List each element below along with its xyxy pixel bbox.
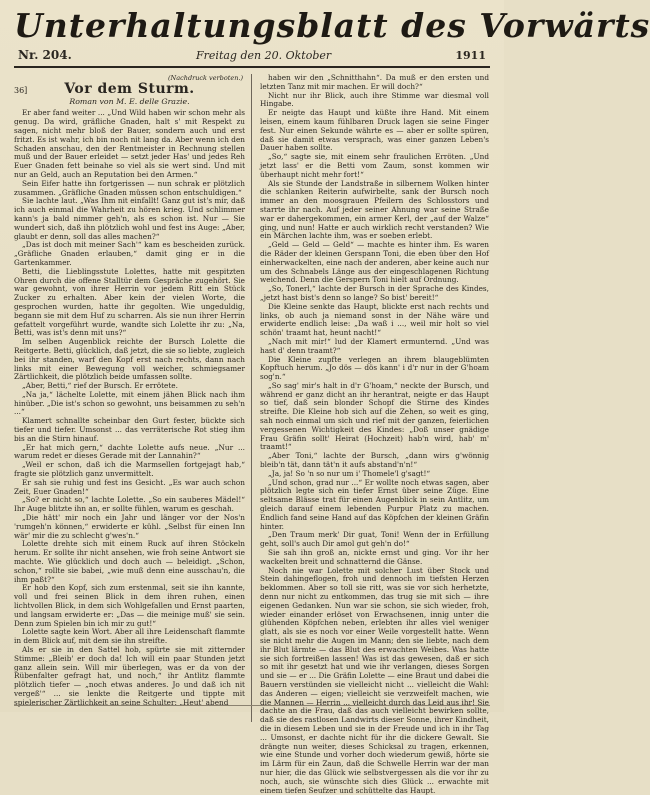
paragraph: „So, Tonerl,“ lachte der Bursch in der Sprache des Kindes, „jetzt hast bist's denn so lange? So bist' bereit!“ bbox=[260, 284, 489, 302]
paragraph: „Die hätt' mir noch ein Jahr und länger vor der Nos'n 'rumgeh'n können,“ erwiderte er kühl. „Selbst für einen Inn wär' mir die zu schlecht g'wes'n.“ bbox=[14, 513, 245, 540]
paragraph: Er aber fand weiter ... „Und Wild haben wir schon mehr als genug. Da wird, gräfliche Gnaden, halt s' mit Respekt zu sagen, nicht mehr bloß der Bauer, sondern auch und erst fritzt. Es ist wahr, ich bin noch nit lang da. Aber wenn ich den Schaden anschau, den der Rentmeister in Rechnung stellen muß und der Bauer erleidet — setzt jeder Has' und jedes Reh Euer Gnaden fett beinahe so viel als sie wert sind. Und mit nur an Geld, auch an Reputation bei den Armen.“ bbox=[14, 108, 245, 179]
paragraph: „Nach mit mir!“ lud der Klamert ermunternd. „Und was hast d' denn traamt?“ bbox=[260, 336, 489, 355]
paragraph: „Und schon, grad nur ...“ Er wollte noch etwas sagen, aber plötzlich legte sich ein tiefer Ernst über seine Züge. Eine seltsame Blässe trat für einen Augenblick in sein Antlitz, um gleich darauf einem lebenden Purpur Platz zu machen. Endlich fand seine Hand auf das Köpfchen der kleinen Gräfin hinter. bbox=[260, 477, 489, 531]
paragraph: Im selben Augenblick reichte der Bursch Lolette die Reitgerte. Betti, glücklich, daß jetzt, die sie so liebte, zugleich bei ihr standen, warf den Kopf erst nach rechts, dann nach links mit einer Bewegung voll weicher, schmiegsamer Zärtlichkeit, die plötzlich beide umfassen sollte. bbox=[14, 337, 245, 382]
issue-year: 1911 bbox=[455, 49, 486, 62]
paragraph: Er hob den Kopf, sich zum erstenmal, seit sie ihn kannte, voll und frei seinen Blick in dem ihren ruhen, einen lichtvollen Blick, in dem sich Wohlgefallen und Ernst paarten, und langsam erwiderte er: „Das — die meinige muß' sie sein. Denn zum Spielen bin ich mir zu gut!“ bbox=[14, 583, 245, 628]
paragraph: Die Kleine senkte das Haupt, blickte erst nach rechts und links, ob auch ja niemand sonst in der Nähe wäre und erwiderte endlich leise: „Da waß i ..., weil mir holt so viel schön' traamt hat, heunt nacht!“ bbox=[260, 301, 489, 338]
paragraph: Sie lachte laut. „Was Ihm nit einfallt! Ganz gut ist's mir, daß ich auch einmal die Wahrheit zu hören krieg. Und schlimmer kann's ja bald nimmer geh'n, als es schon ist. Nur — Sie wundert sich, daß ihn plötzlich wohl und fest ins Auge: „Aber, glaubt er denn, soll das alles machen?“ bbox=[14, 196, 245, 241]
paragraph: Noch nie war Lolette mit solcher Lust über Stock und Stein dahingeflogen, froh und dennoch im tiefsten Herzen beklommen. Aber so toll sie ritt, was sie vor sich herhetzte, denn nur nicht zu entkommen, das trug sie mit sich — ihre eigenen Gedanken. Nun war sie schon, sie sich wieder, froh, wieder einander erlöset von Erwachsenen, innig unter die glühenden Köpfchen neben, erlebten ihr alles viel weniger glatt, als sie es noch vor einer Weile vorgestellt hatte. Wenn sie nicht mehr die Augen im Mann; den sie liebte, nach dem ihr Blut lärmte — das Blut des erwachten Weibes. Was hatte sie sich fortreißen lassen! Was ist das gewesen, daß er sich so mit ihr gesetzt hat und wie ihr verlangen, dieses Sorgen und sie — er ... Die Gräfin Lolette — eine Braut und dabei die Bauern verstünden sie vielleicht nicht ... vielleicht die Wahl: das Anderen — eigen; vielleicht sie verzweifelt machen, wie die Mannen — Herrin ... vielleicht durch das Leid aus ihr! Sie dachte an die Frau, daß das auch vielleicht bewirken sollte, daß sie des rastlosen Landwirts dieser Sonne, ihrer Kindheit, die in diesem Leben und sie in der Freude und ich in ihr Tag ... Umsonst, er dachte nicht für ihr die dickere Gewalt. Sie drängte nun weiter, dieses Schicksal zu tragen, erkennen, wie eine Stunde und vorher doch wiederum gewiß, hörte sie im Lärm für ein Zaun, daß die Schwelle Herrin war der man nur hier, die das Glück wie selbstvergessen als die vor ihr zu noch, auch, sie wünschte sich dies Glück ... erwachte mit einem tiefen Seufzer und schüttelte das Haupt. bbox=[260, 565, 489, 795]
reprint-note: (Nachdruck verboten.) bbox=[168, 74, 243, 82]
paragraph: „Geld — Geld — Geld“ — machte es hinter ihm. Es waren die Räder der kleinen Gerspann Toni, die eben über den Hof einherwackelten, eine nach der anderen, aber keine auch nur um des Schnabels Länge aus der eingeschlagenen Richtung weichend. Denn die Gerspern Toni hielt auf Ordnung. bbox=[260, 240, 489, 285]
paragraph: Er neigte das Haupt und küßte ihre Hand. Mit einem leisen, einem kaum fühlbaren Druck lagen sie seine Finger fest. Nur einen Sekunde währte es — aber er sollte spüren, daß sie damit etwas versprach, was einer ganzen Leben's Dauer haben sollte. bbox=[260, 108, 489, 153]
story-heading bbox=[14, 80, 245, 97]
paragraph: „Na ja,“ lächelte Lolette, mit einem jähen Blick nach ihm hinüber. „Die ist's schon so gewohnt, uns beisammen zu seh'n ...“ bbox=[14, 389, 245, 417]
paragraph: „So? er nicht so,“ lachte Lolette. „So ein sauberes Mädel!“ Ihr Auge blitzte ihn an, er sollte fühlen, warum es geschah. bbox=[14, 495, 245, 514]
paragraph: haben wir den „Schnitthahn“. Da muß er den ersten und letzten Tanz mit mir machen. Er will doch?“ bbox=[260, 73, 489, 91]
story-title: Vor dem Sturm. bbox=[64, 80, 195, 97]
masthead-title: Unterhaltungsblatt des Vorwärts bbox=[14, 6, 650, 45]
paragraph: „Das ist doch mit meiner Sach'“ kam es bescheiden zurück. „Gräfliche Gnaden erlauben,“ damit ging er in die Gartenkammer. bbox=[14, 240, 245, 267]
paragraph: „Aber Toni,“ lachte der Bursch, „dann wirs g'wönnig bleib'n tät, dann tät'n it aufs abstand'n'n!“ bbox=[260, 451, 489, 470]
issue-date: Freitag den 20. Oktober bbox=[196, 49, 332, 62]
dateline bbox=[14, 46, 490, 68]
paragraph: Als sie Stunde der Landstraße in silbernem Wolken hinter die schlanken Reiterin aufwirbelte, sank der Bursch noch immer an den moosgrauen Pfeilern des Schlosstors und starrte ihr nach. Auf jeder seiner Ahnung war seine Straße war er dahergekommen, ein armer Kerl, der „auf der Walze“ ging, und nun! Hatte er auch wirklich recht verstanden? Wie ein Märchen lachte ihm, was er soeben erlebt. bbox=[260, 178, 489, 241]
installment-number: 36] bbox=[14, 85, 28, 95]
right-column bbox=[252, 73, 489, 795]
paragraph: Er sah sie ruhig und fest ins Gesicht. „Es war auch schon Zeit, Euer Gnaden!“ bbox=[14, 477, 245, 496]
issue-number: Nr. 204. bbox=[18, 48, 72, 62]
right-column-text bbox=[260, 74, 489, 795]
paragraph: „So,“ sagte sie, mit einem sehr fraulichen Erröten. „Und jetzt lass' er die Betti vom Zaum, sonst kommen wir überhaupt nicht mehr fort!“ bbox=[260, 152, 489, 179]
paragraph: „Aber, Betti,“ rief der Bursch. Er errötete. bbox=[22, 381, 178, 391]
paragraph: „Ja, ja! So 'n so nur um i' Thomele'l g'sagt!“ bbox=[268, 468, 431, 478]
paragraph: Sein Eifer hatte ihn fortgerissen — nun schrak er plötzlich zusammen. „Gräfliche Gnaden müssen schon entschuldigen.“ bbox=[14, 178, 245, 197]
paragraph: Lolette drehte sich mit einem Ruck auf ihren Stöckeln herum. Er sollte ihr nicht ansehen, wie froh seine Antwort sie machte. Wie glücklich und doch auch — beleidigt. „Schon, schon,“ rollte sie babei, „wie muß denn eine ausschau'n, die ihm paßt?“ bbox=[14, 539, 245, 584]
bottom-rule bbox=[14, 705, 490, 706]
paragraph: „Er hat mich gern,“ dachte Lolette aufs neue. „Nur ... warum redet er dieses Gerade mit der Lannahin?“ bbox=[14, 442, 245, 461]
paragraph: „So sag' mir's halt in d'r G'hoam,“ neckte der Bursch, und während er ganz dicht an ihr herantrat, neigte er das Haupt so tief, daß sein blonder Schopf die Stirne des Kindes streifte. Die Kleine hob sich auf die Zehen, so weit es ging, sah noch einmal um sich und rief mit der ganzen, feierlichen vergessenen Wichtigkeit des Kindes: „Doß unser gnädige Frau Gräfin sollt' Heirat (Hochzeit) hab'n wird, hab' m' traamt!“ bbox=[260, 380, 489, 452]
paragraph: Die Kleine zupfte verlegen an ihrem blaugeblümten Kopftuch herum. „Jo dös — dös kann' i d'r nur in der G'hoam sog'n.“ bbox=[260, 354, 489, 382]
paragraph: Als er sie in den Sattel hob, spürte sie mit zitternder Stimme: „Bleib' er doch da! Ich will ein paar Stunden jetzt ganz allein sein. Will mir überlegen, was er da von der Rübenfalter gefragt hat, und noch,“ ihr Antlitz flammte plötzlich tiefer — „noch etwas anderes. Jo und daß ich nit vergeß'“ ... sie lenkte die Reitgerte und tippte mit spielerischer Zärtlichkeit an seine Schulter: „Heut' abend bbox=[14, 645, 245, 707]
paragraph: Sie sah ihn groß an, nickte ernst und ging. Vor ihr her wackelten breit und schnatternd die Gänse. bbox=[260, 548, 489, 566]
text-columns bbox=[14, 73, 490, 795]
paragraph: Klamert schnallte scheinbar den Gurt fester, bückte sich tiefer und tiefer. Umsonst ... das verräterische Rot stieg ihm bis an die Stirn hinauf. bbox=[14, 416, 245, 443]
story-byline: Roman von M. E. delle Grazie. bbox=[69, 96, 190, 106]
paragraph: Betti, die Lieblingsstute Lolettes, hatte mit gespitzten Ohren durch die offene Stalltür dem Gespräche zugehört. Sie war gewohnt, von ihrer Herrin vor jedem Ritt ein Stück Zucker zu erhalten. Aber kein der vielen Worte, die gesprochen wurden, hatte ihr gegolten. Wie ungeduldig, begann sie mit dem Huf zu scharren. Als sie nun ihrer Herrin gefattelt vorgeführt wurde, wandte sich Lolette ihr zu: „Na, Betti, was ist's denn mit uns?“ bbox=[14, 266, 245, 338]
paragraph: Nicht nur ihr Blick, auch ihre Stimme war diesmal voll Hingabe. bbox=[260, 90, 489, 109]
left-column bbox=[14, 74, 251, 722]
paragraph: Lolette sagte kein Wort. Aber all ihre Leidenschaft flammte in dem Blick auf, mit dem sie ihn streifte. bbox=[14, 627, 245, 646]
left-column-text bbox=[14, 109, 245, 707]
paragraph: „Weil er schon, daß ich die Marmsellen fortgejagt hab,“ fragte sie plötzlich ganz unvermittelt. bbox=[14, 460, 245, 479]
paragraph: „Den Traum merk' Dir guat, Toni! Wenn der in Erfüllung geht, soll's auch Dir amol gut geh'n do!“ bbox=[260, 530, 489, 549]
